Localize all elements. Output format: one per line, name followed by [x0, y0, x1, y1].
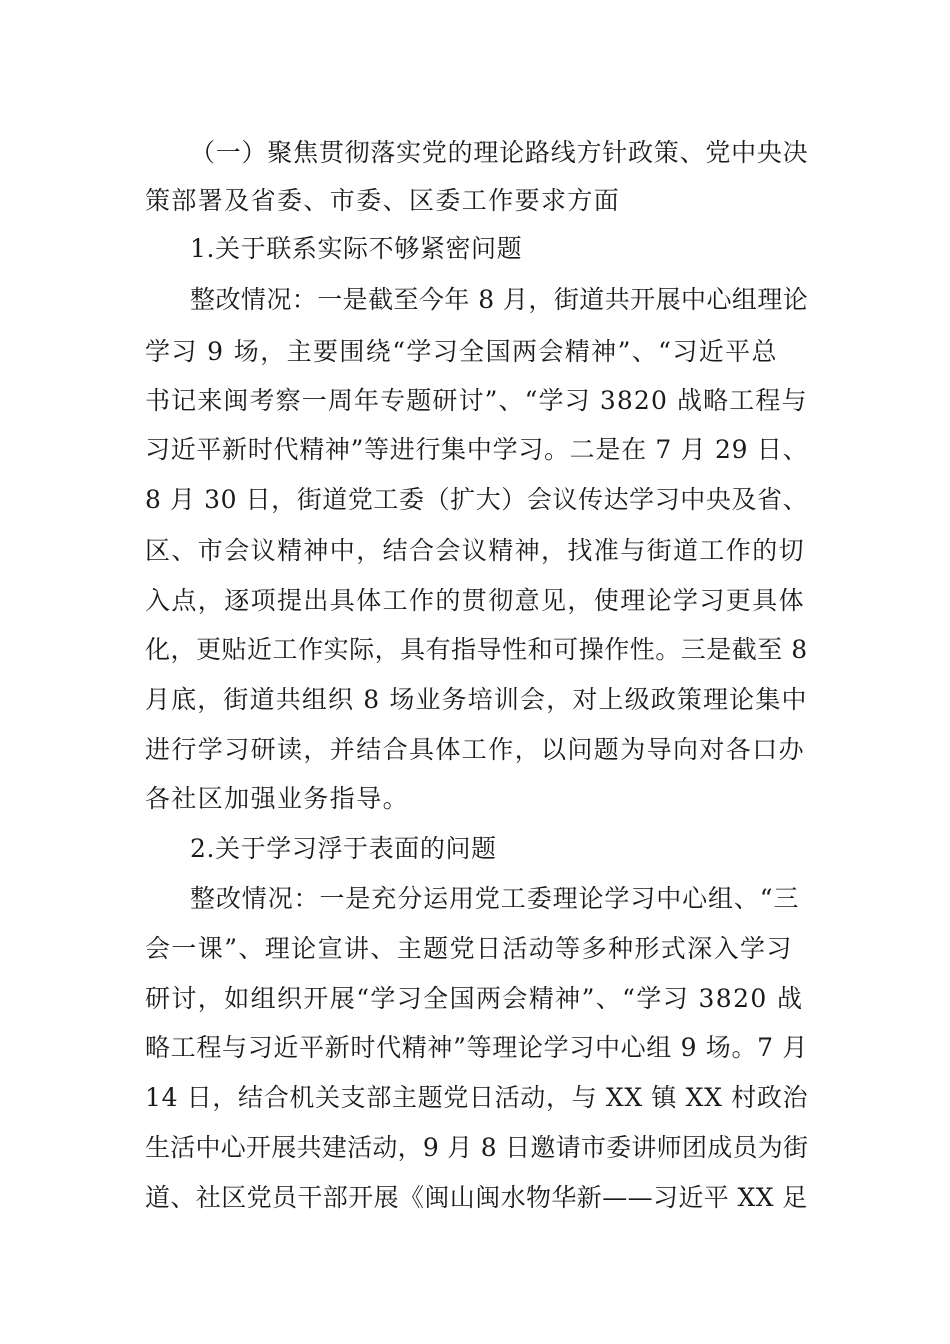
paragraph-1-line-9: 月底，街道共组织 8 场业务培训会，对上级政策理论集中 [145, 685, 808, 714]
paragraph-1-line-7: 入点，逐项提出具体工作的贯彻意见，使理论学习更具体 [145, 586, 806, 615]
paragraph-2-line-5: 14 日，结合机关支部主题党日活动，与 XX 镇 XX 村政治 [145, 1083, 809, 1112]
paragraph-1-line-10: 进行学习研读，并结合具体工作，以问题为导向对各口办 [145, 735, 806, 764]
section-heading-line-2: 策部署及省委、市委、区委工作要求方面 [145, 186, 621, 215]
paragraph-2-line-4: 略工程与习近平新时代精神”等理论学习中心组 9 场。7 月 [145, 1033, 809, 1062]
paragraph-1-line-8: 化，更贴近工作实际，具有指导性和可操作性。三是截至 8 [145, 635, 808, 664]
paragraph-1-line-6: 区、市会议精神中，结合会议精神，找准与街道工作的切 [145, 536, 806, 565]
paragraph-2-line-2: 会一课”、理论宣讲、主题党日活动等多种形式深入学习 [145, 934, 793, 963]
paragraph-1-line-11: 各社区加强业务指导。 [145, 784, 410, 813]
paragraph-1-line-1: 整改情况：一是截至今年 8 月，街道共开展中心组理论 [190, 285, 809, 314]
section-heading-line-1: （一）聚焦贯彻落实党的理论路线方针政策、党中央决 [190, 138, 809, 167]
paragraph-2-line-6: 生活中心开展共建活动，9 月 8 日邀请市委讲师团成员为街 [145, 1133, 809, 1162]
subheading-2: 2.关于学习浮于表面的问题 [190, 834, 497, 863]
subheading-1: 1.关于联系实际不够紧密问题 [190, 234, 523, 263]
paragraph-1-line-5: 8 月 30 日，街道党工委（扩大）会议传达学习中央及省、 [145, 485, 809, 514]
paragraph-1-line-4: 习近平新时代精神”等进行集中学习。二是在 7 月 29 日、 [145, 435, 809, 464]
paragraph-2-line-3: 研讨，如组织开展“学习全国两会精神”、“学习 3820 战 [145, 984, 804, 1013]
paragraph-2-line-1: 整改情况：一是充分运用党工委理论学习中心组、“三 [190, 884, 800, 913]
paragraph-1-line-3: 书记来闽考察一周年专题研讨”、“学习 3820 战略工程与 [145, 386, 808, 415]
paragraph-2-line-7: 道、社区党员干部开展《闽山闽水物华新——习近平 XX 足 [145, 1183, 808, 1212]
paragraph-1-line-2: 学习 9 场，主要围绕“学习全国两会精神”、“习近平总 [145, 337, 778, 366]
